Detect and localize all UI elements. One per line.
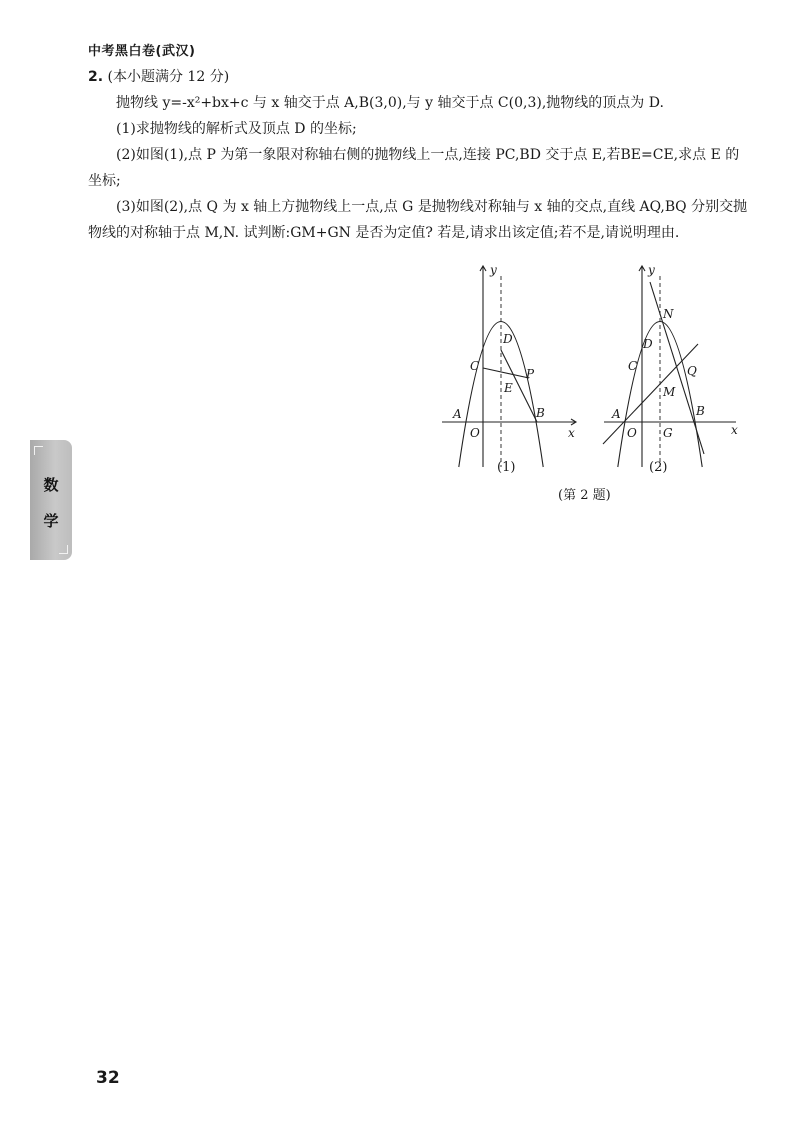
figures — [440, 262, 750, 502]
subject-char-1: 数 — [43, 476, 59, 494]
problem-score: (本小题满分 12 分) — [107, 69, 230, 85]
figure-caption: (第 2 题) — [558, 488, 611, 503]
fig2-label-q: Q — [687, 364, 697, 378]
fig1-label-x: x — [568, 426, 575, 440]
problem-title — [88, 64, 753, 90]
fig2-label-a: A — [612, 407, 621, 421]
fig2-caption: (2) — [649, 460, 668, 475]
fig2-label-y: y — [648, 263, 655, 277]
fig1-label-e: E — [504, 381, 513, 395]
figure-2 — [590, 262, 740, 472]
fig1-label-d: D — [503, 332, 513, 346]
subject-char-2: 学 — [43, 512, 59, 530]
fig1-label-p: P — [526, 367, 535, 381]
fig2-label-m: M — [663, 385, 676, 399]
problem-2 — [88, 64, 753, 246]
fig2-label-n: N — [663, 307, 674, 321]
fig2-label-b: B — [696, 404, 705, 418]
fig1-label-o: O — [470, 426, 480, 440]
fig2-line-aq — [603, 344, 698, 444]
fig2-label-x: x — [731, 423, 738, 437]
fig2-label-o: O — [627, 426, 637, 440]
problem-part3: (3)如图(2),点 Q 为 x 轴上方抛物线上一点,点 G 是抛物线对称轴与 x 轴的交点,直线 AQ,BQ 分别交抛物线的对称轴于点 M,N. 试判断:GM+GN 是否为定值? 若是,请求出该定值;若不是,请说明理由. — [88, 199, 748, 241]
fig1-label-a: A — [453, 407, 462, 421]
fig2-label-d: D — [643, 337, 653, 351]
subject-tab — [30, 440, 72, 560]
fig1-label-y: y — [490, 263, 497, 277]
fig1-line-cp — [483, 368, 529, 378]
problem-part1: (1)求抛物线的解析式及顶点 D 的坐标; — [116, 121, 357, 137]
fig1-label-b: B — [536, 406, 545, 420]
book-header: 中考黑白卷(武汉) — [88, 44, 196, 59]
figure-1 — [440, 262, 590, 472]
page-number: 32 — [96, 1068, 120, 1088]
problem-number: 2. — [88, 69, 104, 85]
fig2-label-c: C — [628, 359, 638, 373]
problem-intro: 抛物线 y=-x²+bx+c 与 x 轴交于点 A,B(3,0),与 y 轴交于点 C(0,3),抛物线的顶点为 D. — [116, 95, 664, 111]
fig1-caption: (1) — [497, 460, 516, 475]
fig1-label-c: C — [470, 359, 480, 373]
fig2-label-g: G — [663, 426, 673, 440]
problem-part2: (2)如图(1),点 P 为第一象限对称轴右侧的抛物线上一点,连接 PC,BD 交于点 E,若BE=CE,求点 E 的坐标; — [88, 147, 740, 189]
